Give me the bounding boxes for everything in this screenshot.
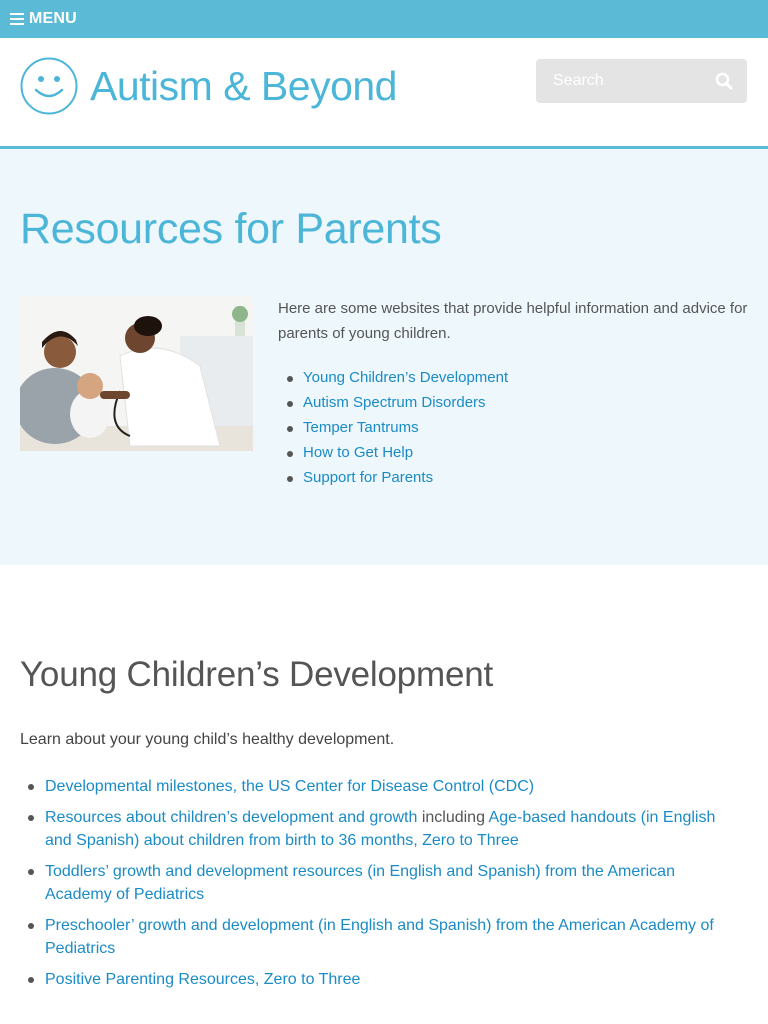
- section-title: Young Children’s Development: [20, 655, 494, 694]
- link-preschooler-growth[interactable]: Preschooler’ growth and development (in English and Spanish) from the American Academy of Pediatrics: [45, 917, 714, 957]
- page-title: Resources for Parents: [20, 205, 442, 253]
- section-intro: Learn about your young child’s healthy development.: [20, 731, 395, 748]
- list-item: [303, 390, 508, 415]
- site-logo[interactable]: [20, 57, 397, 115]
- menu-icon: [10, 13, 24, 25]
- search-input[interactable]: [551, 71, 715, 91]
- link-temper-tantrums[interactable]: Temper Tantrums: [303, 419, 419, 436]
- development-resource-list: [45, 775, 735, 999]
- logo-text: Autism & Beyond: [90, 62, 397, 109]
- list-item: [45, 914, 735, 960]
- intro-description: Here are some websites that provide helpful information and advice for parents of young children.: [278, 300, 748, 342]
- link-development-resources[interactable]: Resources about children’s development and growth: [45, 809, 418, 826]
- intro-section: [0, 149, 768, 565]
- list-item: [45, 775, 735, 798]
- intro-link-list: [303, 365, 508, 490]
- list-item: [303, 415, 508, 440]
- search-icon[interactable]: [715, 72, 733, 90]
- link-young-childrens-development[interactable]: Young Children’s Development: [303, 369, 509, 386]
- list-item: [303, 440, 508, 465]
- link-support-for-parents[interactable]: Support for Parents: [303, 469, 434, 486]
- list-item: [303, 365, 508, 390]
- link-positive-parenting[interactable]: Positive Parenting Resources, Zero to Three: [45, 971, 361, 988]
- menu-label: MENU: [29, 10, 77, 27]
- doctor-with-baby-photo: [20, 296, 253, 451]
- search-box: [536, 59, 747, 103]
- site-header: [0, 38, 768, 149]
- link-toddlers-growth[interactable]: Toddlers’ growth and development resources (in English and Spanish) from the American Academy of Pediatrics: [45, 863, 675, 903]
- link-autism-spectrum-disorders[interactable]: Autism Spectrum Disorders: [303, 394, 486, 411]
- link-cdc-milestones[interactable]: Developmental milestones, the US Center for Disease Control (CDC): [45, 778, 535, 795]
- link-how-to-get-help[interactable]: How to Get Help: [303, 444, 414, 461]
- list-item: [303, 465, 508, 490]
- menu-button[interactable]: [10, 10, 77, 28]
- list-item: [45, 806, 735, 852]
- link-age-based-handouts[interactable]: Age-based handouts (in English and Spanish) about children from birth to 36 months, Zero to Three: [45, 809, 716, 849]
- list-item: [45, 968, 735, 991]
- top-bar: [0, 0, 768, 38]
- list-item: [45, 860, 735, 906]
- connector-text: including: [417, 809, 489, 826]
- smiley-logo-icon: [20, 57, 78, 115]
